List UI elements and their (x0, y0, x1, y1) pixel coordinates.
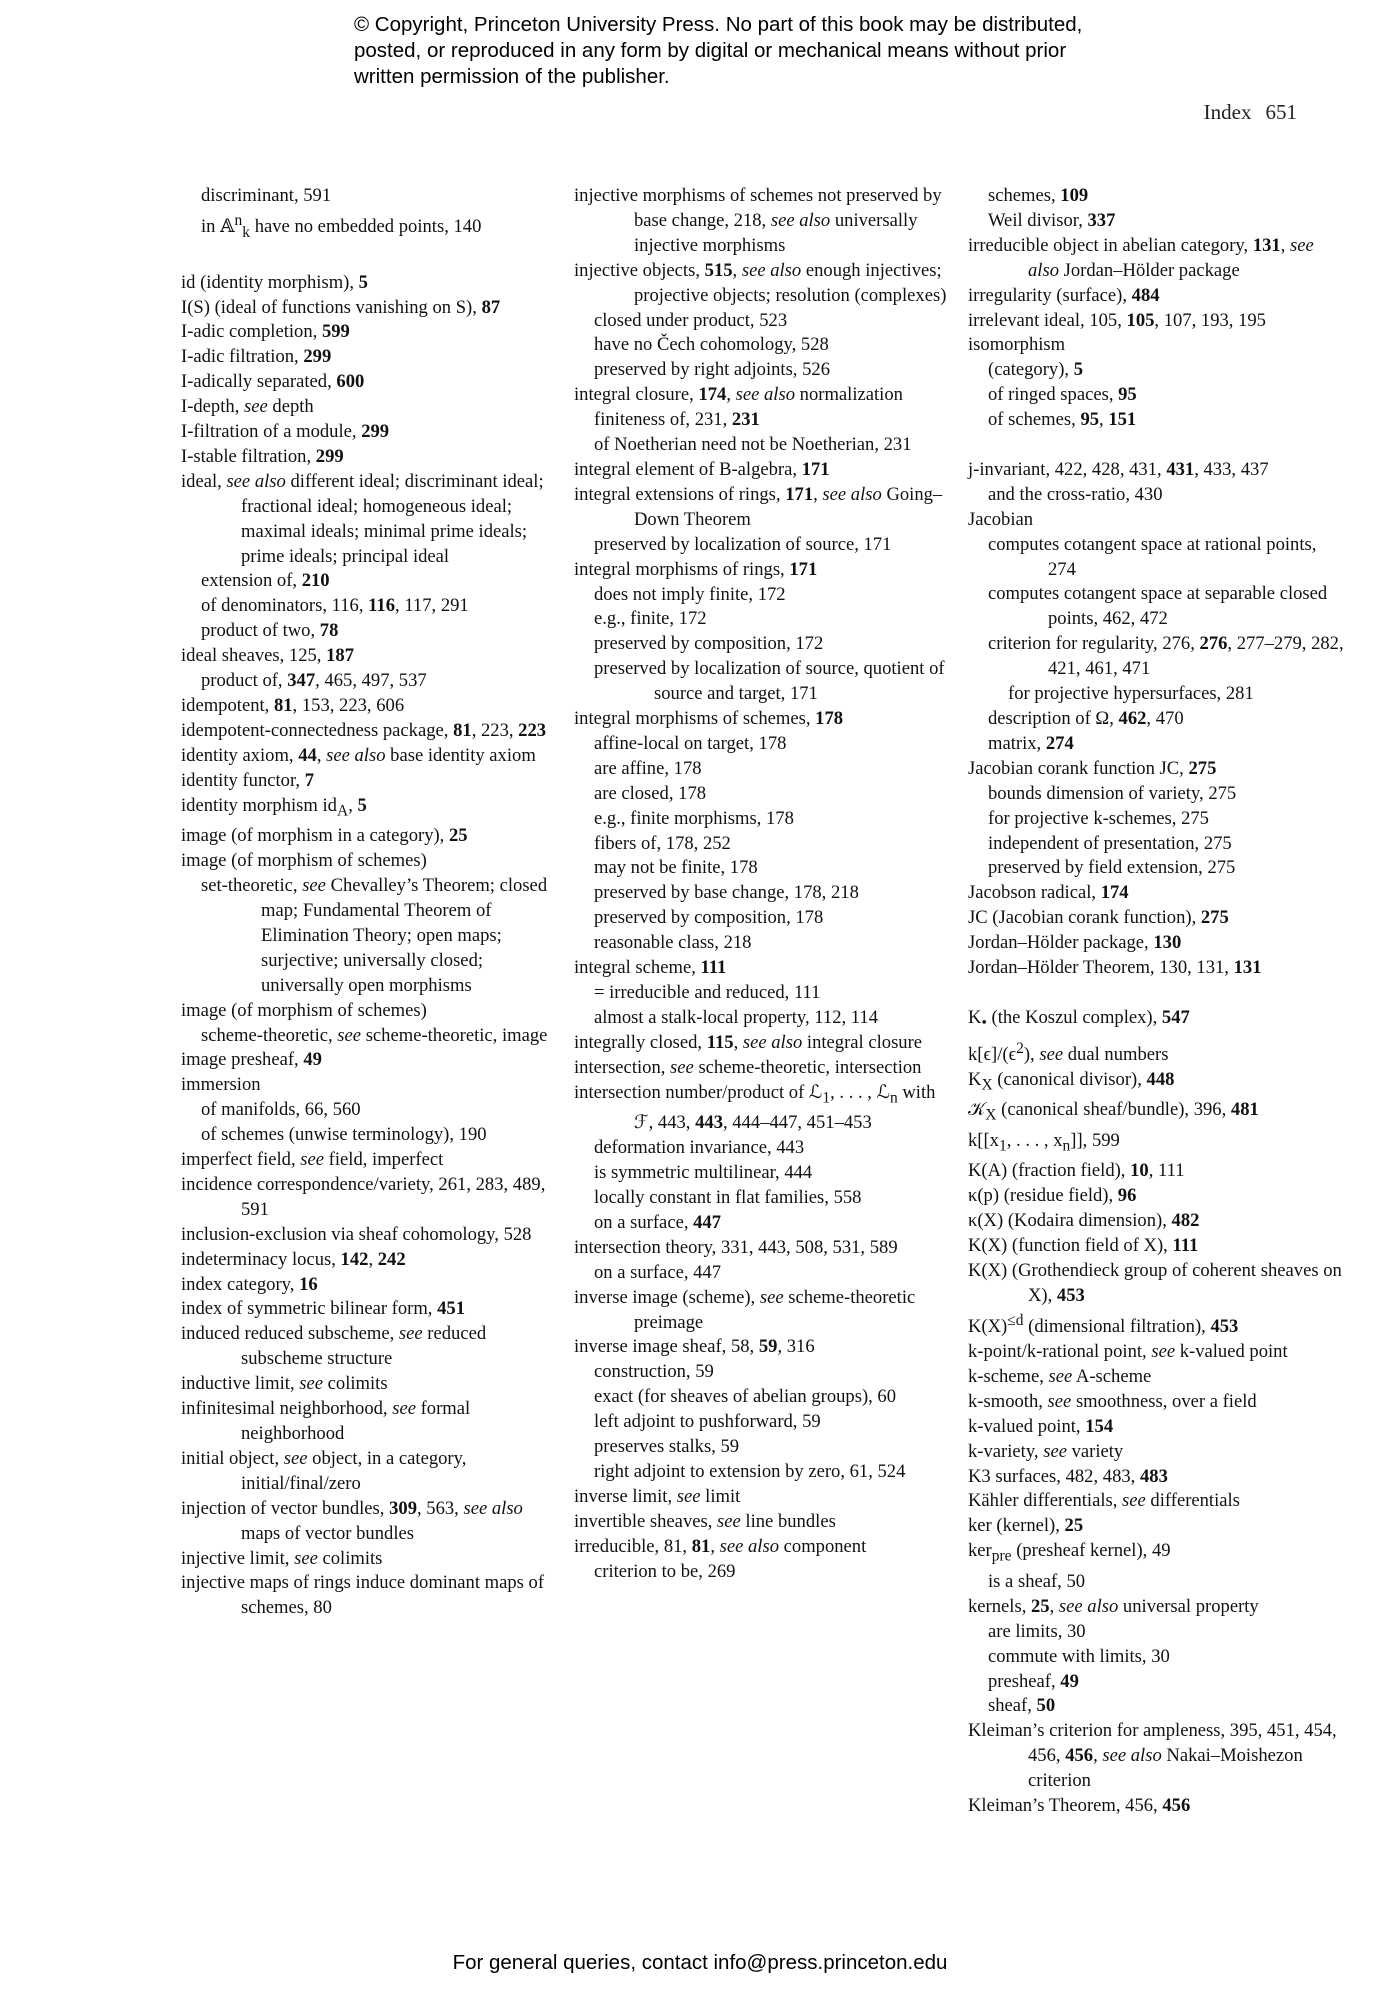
index-subentry: finiteness of, 231, 231 (594, 409, 760, 431)
index-subentry: presheaf, 49 (988, 1670, 1079, 1692)
index-subentry: have no Čech cohomology, 528 (594, 334, 829, 356)
index-subentry: does not imply finite, 172 (594, 583, 786, 605)
index-entry: irregularity (surface), 484 (968, 284, 1160, 306)
index-entry: $k[\epsilon]/(\epsilon^2)$, see dual numbers (968, 1039, 1169, 1065)
index-subentry: product of, 347, 465, 497, 537 (201, 670, 427, 692)
index-subentry: e.g., finite morphisms, 178 (594, 807, 794, 829)
index-entry: integral morphisms of schemes, 178 (574, 708, 844, 730)
index-entry: I-filtration of a module, 299 (181, 421, 390, 443)
index-subentry: deformation invariance, 443 (594, 1137, 805, 1159)
index-subentry: product of two, 78 (201, 620, 339, 642)
index-subentry: are limits, 30 (988, 1620, 1086, 1642)
index-entry: idempotent, 81, 153, 223, 606 (181, 695, 405, 717)
index-entry: JC (Jacobian corank function), 275 (968, 907, 1229, 929)
index-entry: I(S) (ideal of functions vanishing on S), 87 (181, 296, 501, 318)
index-subentry: of manifolds, 66, 560 (201, 1099, 361, 1121)
index-subentry: left adjoint to pushforward, 59 (594, 1411, 821, 1433)
index-subentry: in 𝔸$^n_k$ have no embedded points, 140 (201, 211, 482, 241)
index-entry: I-depth, see depth (181, 396, 314, 418)
index-entry: ideal, see also different ideal; discriminant ideal; fractional ideal; homogeneous ideal; maximal ideals; minimal prime ideals; prime ideals; principal ideal (181, 470, 544, 567)
index-entry: immersion (181, 1074, 261, 1096)
index-entry: κ(p) (residue field), 96 (968, 1185, 1137, 1207)
index-subentry: closed under product, 523 (594, 309, 788, 331)
index-subentry: construction, 59 (594, 1361, 714, 1383)
index-entry: k-variety, see variety (968, 1440, 1124, 1462)
index-entry: integral morphisms of rings, 171 (574, 558, 818, 580)
index-entry: index category, 16 (181, 1273, 318, 1295)
index-entry: infinitesimal neighborhood, see formal neighborhood (181, 1398, 471, 1445)
index-entry: I-stable filtration, 299 (181, 445, 344, 467)
index-entry: induced reduced subscheme, see reduced subscheme structure (181, 1323, 487, 1370)
index-entry: K(X) (function field of X), 111 (968, 1235, 1199, 1257)
index-entry: integrally closed, 115, see also integral closure (574, 1031, 923, 1053)
index-entry: Kleiman’s Theorem, 456, 456 (968, 1795, 1191, 1817)
index-entry: j-invariant, 422, 428, 431, 431, 433, 437 (968, 458, 1269, 480)
running-head (1204, 100, 1297, 125)
index-entry: K(A) (fraction field), 10, 111 (968, 1160, 1185, 1182)
index-subentry: preserved by localization of source, 171 (594, 533, 892, 555)
index-entry: image (of morphism of schemes) (181, 850, 427, 872)
index-subentry: for projective hypersurfaces, 281 (1008, 683, 1254, 705)
index-subentry: is symmetric multilinear, 444 (594, 1162, 813, 1184)
index-subentry: preserved by localization of source, quotient of source and target, 171 (594, 658, 945, 705)
index-entry: id (identity morphism), 5 (181, 271, 368, 293)
index-subentry: independent of presentation, 275 (988, 832, 1232, 854)
index-entry: inverse image sheaf, 58, 59, 316 (574, 1336, 815, 1358)
index-subentry: on a surface, 447 (594, 1261, 722, 1283)
index-subentry: fibers of, 178, 252 (594, 832, 731, 854)
index-entry: indeterminacy locus, 142, 242 (181, 1248, 406, 1270)
index-subentry: criterion for regularity, 276, 276, 277–279, 282, 421, 461, 471 (988, 633, 1344, 680)
running-head-section: Index (1203, 100, 1252, 124)
index-subentry: commute with limits, 30 (988, 1645, 1170, 1667)
index-entry: k-scheme, see A-scheme (968, 1365, 1152, 1387)
footer-contact: For general queries, contact info@press.princeton.edu (452, 1951, 948, 1974)
index-entry: $K(X)^{\le d}$ (dimensional filtration), 453 (968, 1311, 1239, 1338)
index-subentry: of ringed spaces, 95 (988, 384, 1137, 406)
index-subentry: on a surface, 447 (594, 1211, 722, 1233)
index-entry: ker$_{pre}$ (presheaf kernel), 49 (968, 1540, 1171, 1565)
index-subentry: for projective k-schemes, 275 (988, 807, 1209, 829)
index-subentry: preserved by field extension, 275 (988, 857, 1236, 879)
letter-group-gap (968, 981, 1348, 1006)
index-subentry: = irreducible and reduced, 111 (594, 982, 821, 1003)
index-entry: inductive limit, see colimits (181, 1373, 388, 1395)
index-entry: $k[[x_1$, . . . , $x_n$]], 599 (968, 1129, 1120, 1155)
index-entry: ideal sheaves, 125, 187 (181, 645, 354, 667)
index-subentry: Weil divisor, 337 (988, 209, 1116, 231)
index-entry: integral element of B-algebra, 171 (574, 458, 830, 480)
index-entry: idempotent-connectedness package, 81, 223, 223 (181, 719, 547, 741)
index-entry: intersection number/product of ℒ$_1$, . . . , ℒ$_n$ with ℱ, 443, 443, 444–447, 451–453 (574, 1081, 936, 1134)
index-subentry: exact (for sheaves of abelian groups), 60 (594, 1386, 897, 1408)
index-entry: identity axiom, 44, see also base identity axiom (181, 744, 536, 766)
index-subentry: right adjoint to extension by zero, 61, 524 (594, 1460, 906, 1482)
index-subentry: of denominators, 116, 116, 117, 291 (201, 595, 469, 617)
index-subentry: preserved by base change, 178, 218 (594, 882, 859, 904)
index-subentry: preserved by composition, 172 (594, 633, 824, 655)
letter-group-gap (181, 246, 561, 271)
index-entry: injection of vector bundles, 309, 563, see also maps of vector bundles (181, 1497, 523, 1544)
index-entry: k-smooth, see smoothness, over a field (968, 1390, 1257, 1412)
index-column-1 (181, 184, 561, 1621)
index-entry: inverse limit, see limit (574, 1485, 741, 1507)
index-entry: injective limit, see colimits (181, 1547, 383, 1569)
index-subentry: and the cross-ratio, 430 (988, 483, 1163, 505)
index-entry: injective maps of rings induce dominant maps of schemes, 80 (181, 1572, 545, 1619)
index-entry: integral extensions of rings, 171, see also Going–Down Theorem (574, 483, 943, 530)
index-entry: imperfect field, see field, imperfect (181, 1149, 444, 1171)
index-entry: Jordan–Hölder Theorem, 130, 131, 131 (968, 957, 1262, 979)
index-entry: incidence correspondence/variety, 261, 283, 489, 591 (181, 1173, 546, 1220)
index-entry: image (of morphism of schemes) (181, 999, 427, 1021)
index-entry: identity functor, 7 (181, 769, 314, 791)
index-entry: initial object, see object, in a category, initial/final/zero (181, 1447, 467, 1494)
index-entry: inclusion-exclusion via sheaf cohomology, 528 (181, 1223, 532, 1245)
index-entry: irrelevant ideal, 105, 105, 107, 193, 195 (968, 309, 1266, 331)
index-subentry: matrix, 274 (988, 732, 1074, 754)
index-entry: image (of morphism in a category), 25 (181, 825, 468, 847)
index-entry: identity morphism $id_A$, 5 (181, 794, 367, 820)
index-entry: k-valued point, 154 (968, 1415, 1114, 1437)
index-entry: irreducible object in abelian category, 131, see also Jordan–Hölder package (968, 234, 1314, 281)
index-entry: index of symmetric bilinear form, 451 (181, 1298, 465, 1320)
index-entry: $K_•$ (the Koszul complex), 547 (968, 1006, 1190, 1032)
index-subentry: of schemes (unwise terminology), 190 (201, 1124, 487, 1146)
index-subentry: preserved by right adjoints, 526 (594, 359, 830, 381)
index-entry: invertible sheaves, see line bundles (574, 1510, 836, 1532)
index-subentry: locally constant in flat families, 558 (594, 1186, 862, 1208)
index-entry: Jacobian corank function JC, 275 (968, 757, 1217, 779)
index-subentry: extension of, 210 (201, 570, 330, 592)
index-entry: k-point/k-rational point, see k-valued point (968, 1341, 1288, 1362)
index-entry: intersection theory, 331, 443, 508, 531, 589 (574, 1236, 898, 1258)
index-subentry: may not be finite, 178 (594, 857, 758, 879)
index-subentry: e.g., finite, 172 (594, 608, 707, 630)
index-entry: Jordan–Hölder package, 130 (968, 932, 1182, 954)
index-subentry: bounds dimension of variety, 275 (988, 782, 1237, 804)
index-entry: Jacobson radical, 174 (968, 882, 1129, 904)
index-entry: isomorphism (968, 334, 1066, 356)
index-entry: inverse image (scheme), see scheme-theoretic preimage (574, 1286, 916, 1333)
index-entry: 𝒦$_X$ (canonical sheaf/bundle), 396, 481 (968, 1099, 1259, 1124)
index-entry: injective objects, 515, see also enough injectives; projective objects; resolution (complexes) (574, 259, 947, 306)
index-subentry: preserved by composition, 178 (594, 907, 824, 929)
index-subentry: (category), 5 (988, 359, 1083, 381)
index-subentry: preserves stalks, 59 (594, 1436, 740, 1458)
index-subentry: computes cotangent space at rational points, 274 (988, 533, 1317, 580)
letter-group-gap (968, 433, 1348, 458)
index-subentry: almost a stalk-local property, 112, 114 (594, 1006, 878, 1028)
index-subentry: computes cotangent space at separable closed points, 462, 472 (988, 583, 1328, 630)
index-subentry: is a sheaf, 50 (988, 1570, 1086, 1592)
index-entry: $K_X$ (canonical divisor), 448 (968, 1068, 1175, 1094)
index-subentry: of schemes, 95, 151 (988, 409, 1137, 431)
index-column-2 (574, 184, 954, 1584)
index-subentry: set-theoretic, see Chevalley’s Theorem; closed map; Fundamental Theorem of Elimination Theory; open maps; surjective; universally closed; universally open morphisms (201, 875, 548, 996)
index-entry: image presheaf, 49 (181, 1049, 322, 1071)
index-subentry: of Noetherian need not be Noetherian, 231 (594, 434, 912, 456)
index-entry: integral closure, 174, see also normalization (574, 384, 903, 406)
index-subentry: are closed, 178 (594, 782, 707, 804)
index-subentry: schemes, 109 (988, 185, 1089, 206)
index-entry: irreducible, 81, 81, see also component (574, 1535, 867, 1557)
index-entry: K3 surfaces, 482, 483, 483 (968, 1465, 1168, 1487)
index-entry: intersection, see scheme-theoretic, intersection (574, 1056, 922, 1078)
index-entry: kernels, 25, see also universal property (968, 1595, 1259, 1617)
index-subentry: affine-local on target, 178 (594, 732, 787, 754)
index-subentry: criterion to be, 269 (594, 1560, 736, 1582)
index-entry: I-adic filtration, 299 (181, 346, 332, 368)
index-entry: injective morphisms of schemes not preserved by base change, 218, see also universally injective morphisms (574, 185, 942, 256)
index-entry: Kleiman’s criterion for ampleness, 395, 451, 454, 456, 456, see also Nakai–Moishezon criterion (968, 1720, 1337, 1792)
index-subentry: are affine, 178 (594, 757, 702, 779)
index-entry: κ(X) (Kodaira dimension), 482 (968, 1210, 1200, 1232)
index-subentry: description of Ω, 462, 470 (988, 708, 1184, 730)
index-subentry: reasonable class, 218 (594, 932, 752, 954)
index-entry: I-adic completion, 599 (181, 321, 350, 343)
index-column-3 (968, 184, 1348, 1819)
index-entry: K(X) (Grothendieck group of coherent sheaves on X), 453 (968, 1260, 1342, 1306)
index-entry: integral scheme, 111 (574, 957, 727, 979)
page-number: 651 (1265, 100, 1297, 124)
index-subentry: sheaf, 50 (988, 1695, 1056, 1717)
index-entry: ker (kernel), 25 (968, 1515, 1084, 1537)
index-entry: Kähler differentials, see differentials (968, 1490, 1240, 1512)
index-entry: I-adically separated, 600 (181, 371, 365, 393)
index-subentry: discriminant, 591 (201, 185, 332, 206)
index-subentry: scheme-theoretic, see scheme-theoretic, image (201, 1024, 548, 1046)
index-entry: Jacobian (968, 508, 1034, 530)
copyright-notice: © Copyright, Princeton University Press. No part of this book may be distributed, posted, or reproduced in any form by digital or mechanical means without prior written permission of the publisher. (354, 13, 1083, 88)
